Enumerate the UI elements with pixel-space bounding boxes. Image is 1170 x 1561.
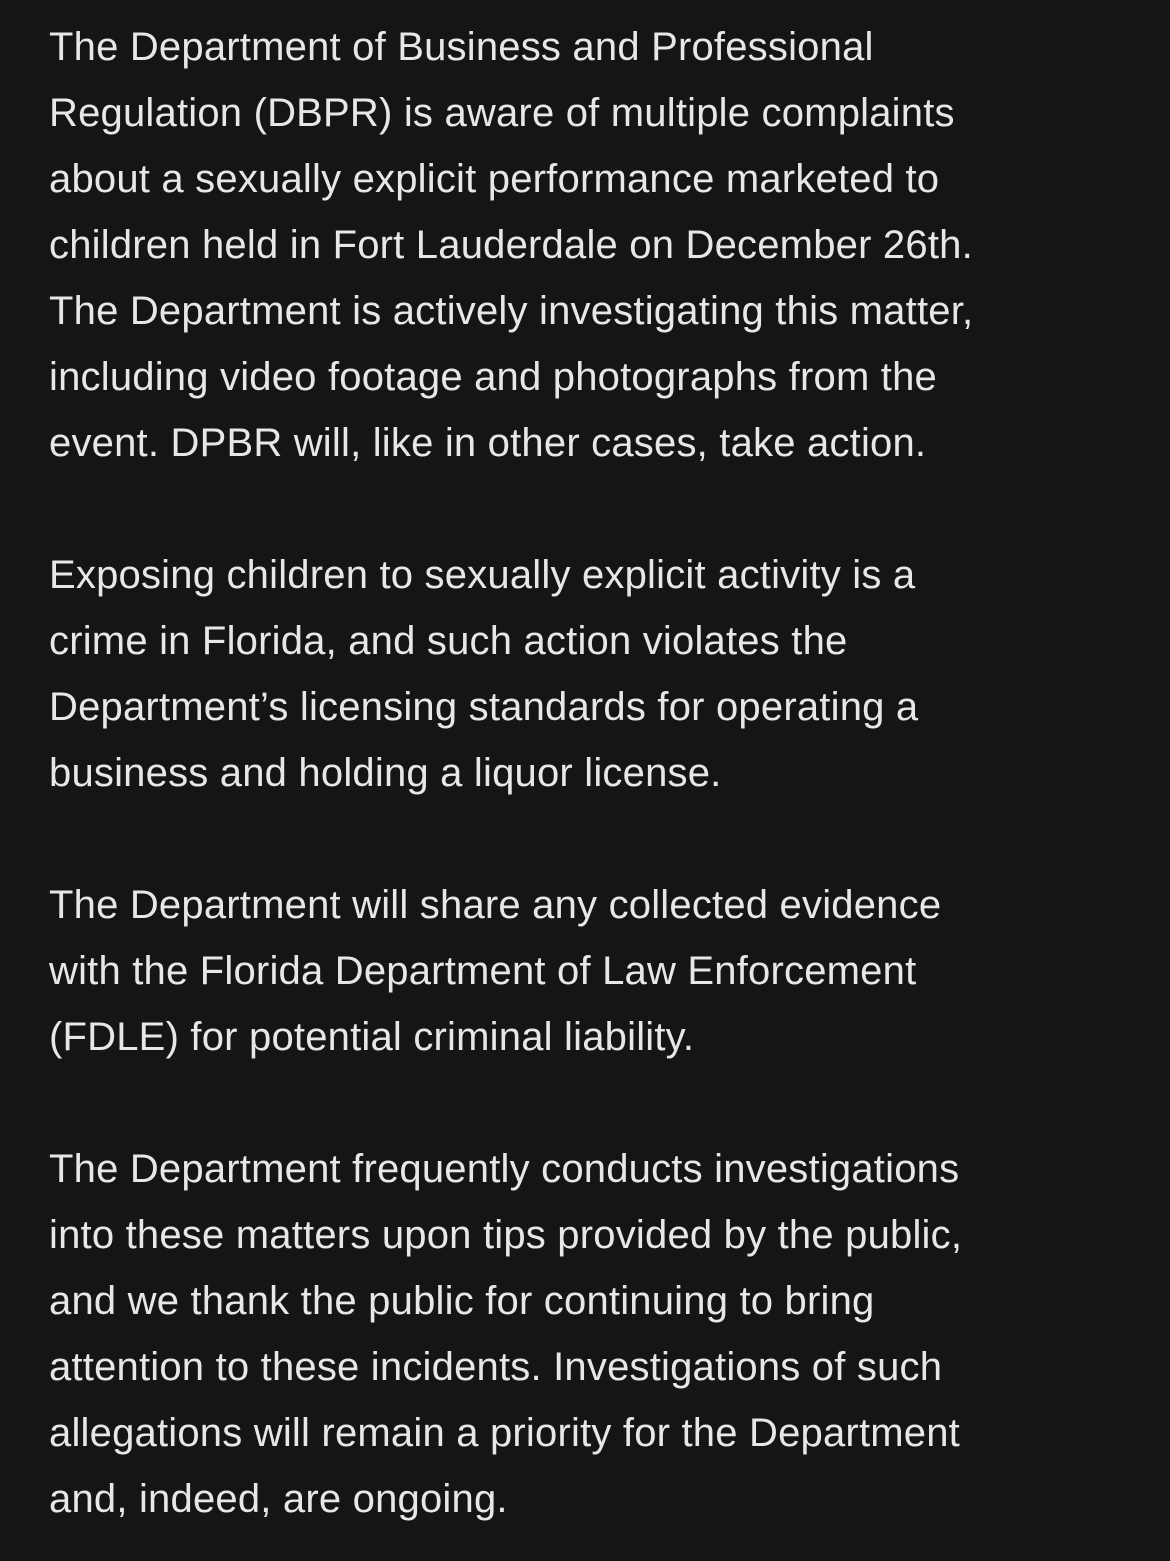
paragraph-licensing-standards [49, 542, 1130, 806]
text-line: and, indeed, are ongoing. [49, 1477, 508, 1521]
text-line: crime in Florida, and such action violates the [49, 619, 848, 663]
text-line: (FDLE) for potential criminal liability. [49, 1015, 695, 1059]
text-line: allegations will remain a priority for the Department [49, 1411, 960, 1455]
text-line: Department’s licensing standards for operating a [49, 685, 919, 729]
paragraph-investigation [49, 14, 1130, 476]
text-line: about a sexually explicit performance marketed to [49, 157, 940, 201]
paragraph-evidence-sharing [49, 872, 1130, 1070]
text-line: The Department of Business and Professional [49, 25, 874, 69]
text-line: and we thank the public for continuing to bring [49, 1279, 875, 1323]
text-line: Exposing children to sexually explicit activity is a [49, 553, 916, 597]
text-line: business and holding a liquor license. [49, 751, 722, 795]
text-line: children held in Fort Lauderdale on December 26th. [49, 223, 973, 267]
text-line: The Department is actively investigating this matter, [49, 289, 974, 333]
text-line: Regulation (DBPR) is aware of multiple complaints [49, 91, 955, 135]
text-line: The Department will share any collected evidence [49, 883, 942, 927]
paragraph-public-tips [49, 1136, 1130, 1532]
text-line: attention to these incidents. Investigations of such [49, 1345, 943, 1389]
text-line: The Department frequently conducts investigations [49, 1147, 960, 1191]
text-line: into these matters upon tips provided by the public, [49, 1213, 963, 1257]
text-line: with the Florida Department of Law Enforcement [49, 949, 917, 993]
text-line: including video footage and photographs from the [49, 355, 937, 399]
text-line: event. DPBR will, like in other cases, take action. [49, 421, 927, 465]
